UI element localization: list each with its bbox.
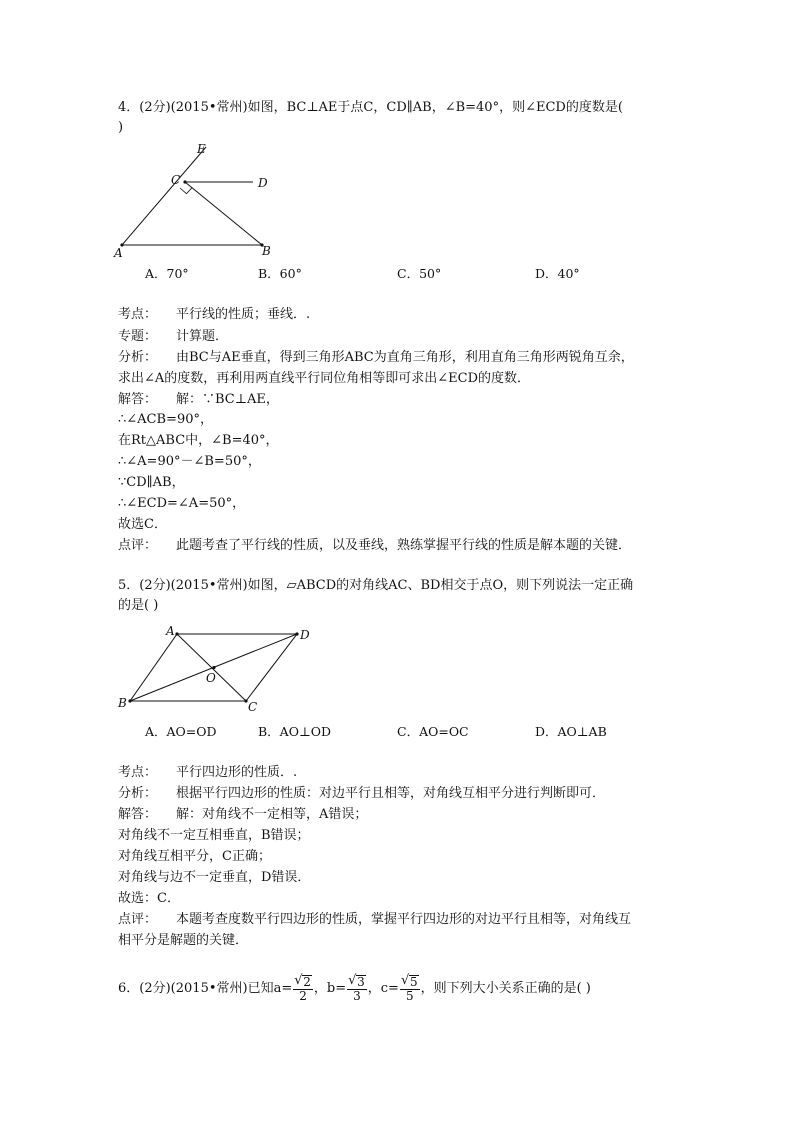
q4-solution-line: 故选C． xyxy=(118,517,167,532)
q5-option-a[interactable]: A．AO=OD xyxy=(145,724,217,739)
right-angle-mark xyxy=(180,188,192,194)
q5-stem-line2: 的是( ) xyxy=(118,598,159,613)
diagonal-ac xyxy=(177,634,246,701)
label-c: C xyxy=(248,700,258,714)
q4-zhuanti: 专题： 计算题． xyxy=(118,329,229,344)
q5-jieda: 解答： 解：对角线不一定相等，A错误； xyxy=(118,807,368,822)
label-d: D xyxy=(300,628,310,642)
fraction-a: √ 2 2 xyxy=(294,972,311,1003)
q5-option-c[interactable]: C．AO=OC xyxy=(397,724,469,739)
q4-option-a[interactable]: A．70° xyxy=(145,266,189,281)
label-o: O xyxy=(206,671,216,685)
q5-dianping-cont: 相平分是解题的关键． xyxy=(118,933,249,948)
label-c: C xyxy=(171,173,181,187)
q4-fenxi-cont: 求出∠A的度数，再利用两直线平行同位角相等即可求出∠ECD的度数． xyxy=(118,371,531,386)
q4-dianping: 点评： 此题考查了平行线的性质，以及垂线，熟练掌握平行线的性质是解本题的关键． xyxy=(118,538,632,553)
q5-stem-line1: 5．(2分)(2015•常州)如图，▱ABCD的对角线AC、BD相交于点O，则下列说法一定正确 xyxy=(118,578,634,593)
q4-jieda: 解答： 解：∵BC⊥AE， xyxy=(118,392,279,407)
q6-stem: 6．(2分)(2015•常州)已知a= √ 2 2 ，b= √ 3 3 ，c= √ 5 5 ，则下列大小关系正确的是( ) xyxy=(118,972,591,1003)
q4-option-b[interactable]: B．60° xyxy=(258,266,302,281)
point-d xyxy=(295,632,298,635)
q5-solution-line: 对角线与边不一定垂直，D错误． xyxy=(118,870,311,885)
q4-solution-line: 在Rt△ABC中，∠B=40°， xyxy=(118,433,279,448)
label-a: A xyxy=(166,624,175,638)
point-c xyxy=(183,180,186,183)
q5-figure xyxy=(110,618,320,718)
q4-figure xyxy=(110,138,290,262)
q5-option-d[interactable]: D．AO⊥AB xyxy=(535,724,607,739)
q5-solution-line: 对角线不一定互相垂直，B错误； xyxy=(118,828,310,843)
q5-fenxi: 分析： 根据平行四边形的性质：对边平行且相等，对角线互相平分进行判断即可． xyxy=(118,786,606,801)
q4-solution-line: ∴∠ACB=90°， xyxy=(118,412,213,427)
label-b: B xyxy=(118,696,127,710)
point-b xyxy=(128,699,131,702)
q4-kaodian: 考点： 平行线的性质；垂线．. xyxy=(118,307,311,322)
q5-option-b[interactable]: B．AO⊥OD xyxy=(258,724,331,739)
q4-stem-line1: 4．(2分)(2015•常州)如图，BC⊥AE于点C，CD∥AB，∠B=40°，则∠ECD的度数是( xyxy=(118,100,623,115)
label-a: A xyxy=(114,246,123,260)
label-d: D xyxy=(258,176,268,190)
q4-solution-line: ∴∠ECD=∠A=50°， xyxy=(118,496,246,511)
fraction-b: √ 3 3 xyxy=(348,972,365,1003)
label-e: E xyxy=(197,142,206,156)
q4-solution-line: ∴∠A=90°－∠B=50°， xyxy=(118,454,261,469)
q4-solution-line: ∵CD∥AB， xyxy=(118,475,185,490)
line-ae xyxy=(122,147,206,245)
q4-option-c[interactable]: C．50° xyxy=(397,266,442,281)
q4-option-d[interactable]: D．40° xyxy=(535,266,580,281)
q5-dianping: 点评： 本题考查度数平行四边形的性质，掌握平行四边形的对边平行且相等，对角线互 xyxy=(118,912,632,927)
point-o xyxy=(212,666,215,669)
fraction-c: √ 5 5 xyxy=(400,972,418,1003)
q5-kaodian: 考点： 平行四边形的性质．. xyxy=(118,765,298,780)
line-cb xyxy=(185,182,262,245)
q5-solution-line: 对角线互相平分，C正确； xyxy=(118,849,271,864)
q4-stem-line2: ) xyxy=(118,120,124,135)
point-a xyxy=(175,632,178,635)
q5-solution-line: 故选：C． xyxy=(118,891,180,906)
label-b: B xyxy=(262,244,271,258)
q4-fenxi: 分析： 由BC与AE垂直，得到三角形ABC为直角三角形，利用直角三角形两锐角互余， xyxy=(118,350,634,365)
